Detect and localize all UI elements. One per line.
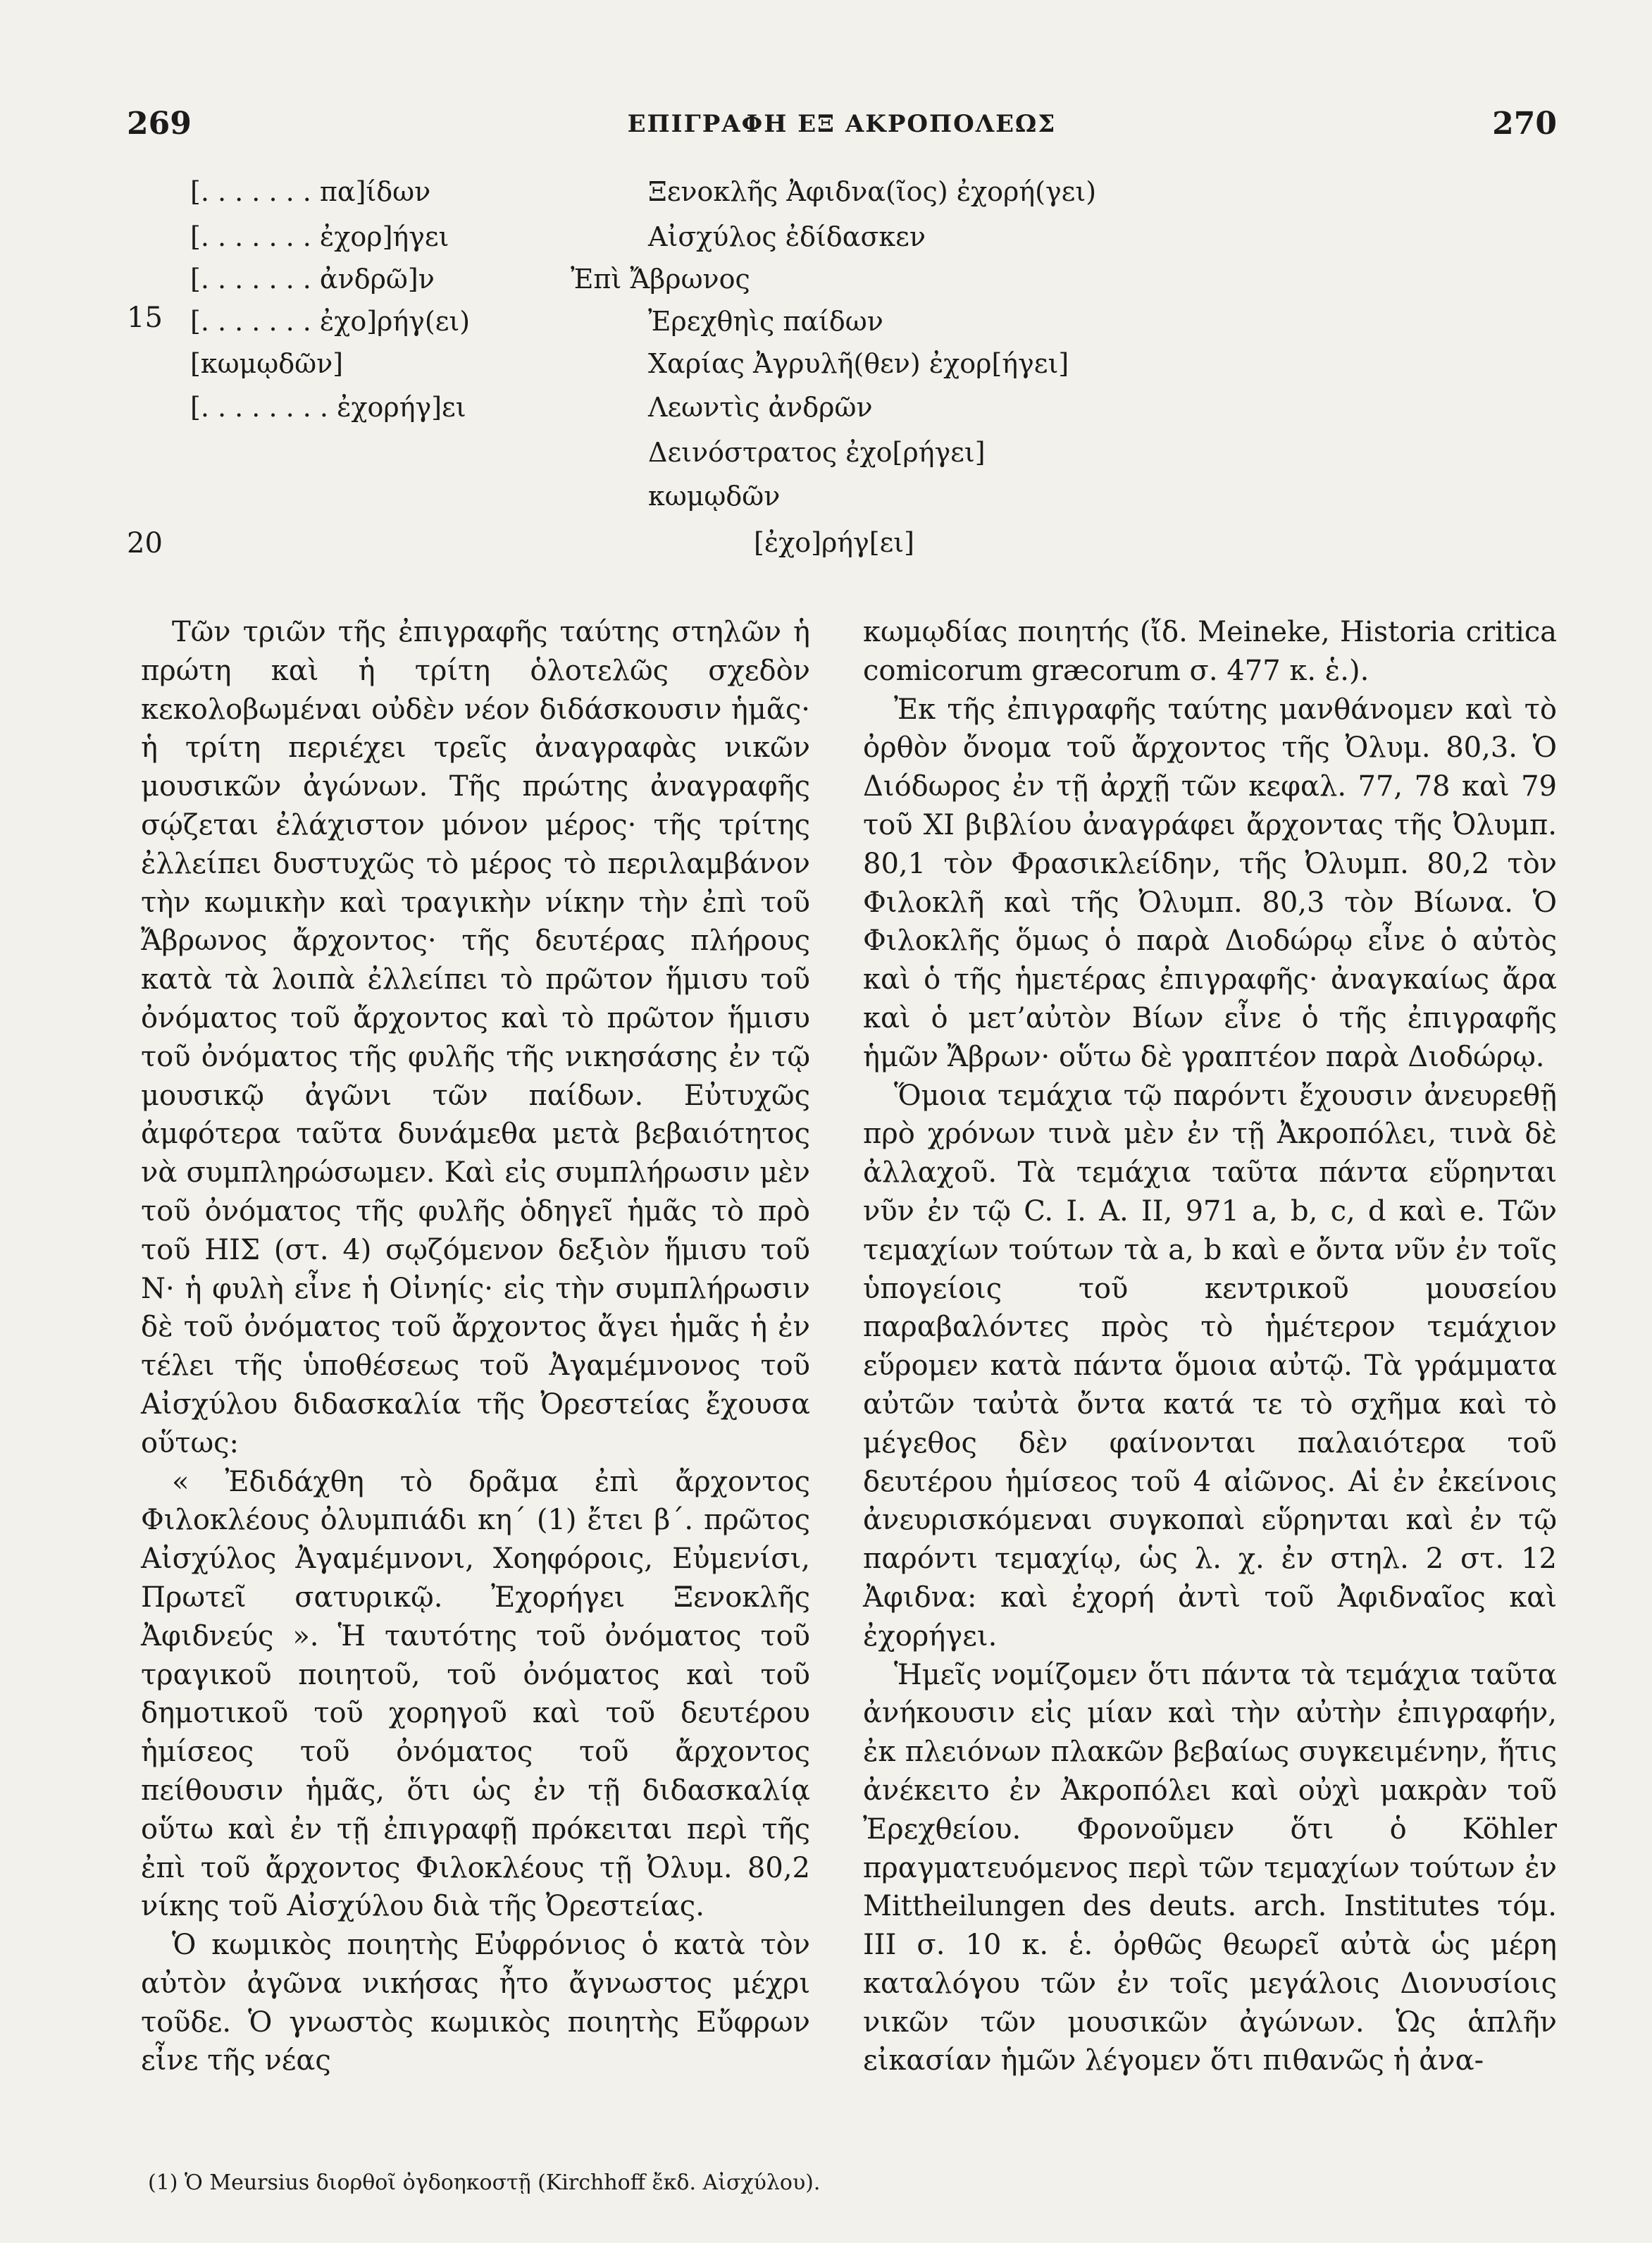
inscription-right-line: Ἐπὶ Ἄβρωνος (571, 264, 750, 295)
paragraph: Ὅμοια τεμάχια τῷ παρόντι ἔχουσιν ἀνευρεθῇ πρὸ χρόνων τινὰ μὲν ἐν τῇ Ἀκροπόλει, τινὰ δὲ ἀλλαχοῦ. Τὰ τεμάχια ταῦτα πάντα εὕρηνται νῦν ἐν τῷ C. I. A. II, 971 a, b, c, d καὶ e. Τῶν τεμαχίων τούτων τὰ a, b καὶ e ὄντα νῦν ἐν τοῖς ὑπογείοις τοῦ κεντρικοῦ μουσείου παραβαλόντες πρὸς τὸ ἡμέτερον τεμάχιον εὕρομεν κατὰ πάντα ὅμοια αὐτῷ. Τὰ γράμματα αὐτῶν ταὐτὰ ὄντα κατά τε τὸ σχῆμα καὶ τὸ μέγεθος δὲν φαίνονται παλαιότερα τοῦ δευτέρου ἡμίσεος τοῦ 4 αἰῶνος. Αἱ ἐν ἐκείνοις ἀνευρισκόμεναι συγκοπαὶ εὕρηνται καὶ ἐν τῷ παρόντι τεμαχίῳ, ὡς λ. χ. ἐν στηλ. 2 στ. 12 Ἀφιδνα: καὶ ἐχορή ἀντὶ τοῦ Ἀφιδναῖος καὶ ἐχορήγει. (863, 1079, 1557, 1652)
paragraph: Τῶν τριῶν τῆς ἐπιγραφῆς ταύτης στηλῶν ἡ πρώτη καὶ ἡ τρίτη ὁλοτελῶς σχεδὸν κεκολοβωμέναι οὐδὲν νέον διδάσκουσιν ἡμᾶς· ἡ τρίτη περιέχει τρεῖς ἀναγραφὰς νικῶν μουσικῶν ἀγώνων. Τῆς πρώτης ἀναγραφῆς σῴζεται ἐλάχιστον μόνον μέρος· τῆς τρίτης ἐλλείπει δυστυχῶς τὸ μέρος τὸ περιλαμβάνον τὴν κωμικὴν καὶ τραγικὴν νίκην τὴν ἐπὶ τοῦ Ἄβρωνος ἄρχοντος· τῆς δευτέρας πλήρους κατὰ τὰ λοιπὰ ἐλλείπει τὸ πρῶτον ἥμισυ τοῦ ὀνόματος τοῦ ἄρχοντος καὶ τὸ πρῶτον ἥμισυ τοῦ ὀνόματος τῆς φυλῆς τῆς νικησάσης ἐν τῷ μουσικῷ ἀγῶνι τῶν παίδων. Εὐτυχῶς ἀμφότερα ταῦτα δυνάμεθα μετὰ βεβαιότητος νὰ συμπληρώσωμεν. Καὶ εἰς συμπλήρωσιν μὲν τοῦ ὀνόματος τῆς φυλῆς ὁδηγεῖ ἡμᾶς τὸ πρὸ τοῦ ΗΙΣ (στ. 4) σῳζόμενον δεξιὸν ἥμισυ τοῦ Ν· ἡ φυλὴ εἶνε ἡ Οἰνηίς· εἰς τὴν συμπλήρωσιν δὲ τοῦ ὀνόματος τοῦ ἄρχοντος ἄγει ἡμᾶς ἡ ἐν τέλει τῆς ὑποθέσεως τοῦ Ἀγαμέμνονος τοῦ Αἰσχύλου διδασκαλία τῆς Ὀρεστείας ἔχουσα οὕτως: (141, 616, 810, 1459)
page-number-right: 270 (1492, 106, 1557, 142)
paragraph: κωμῳδίας ποιητής (ἴδ. Meineke, Historia critica comicorum græcorum σ. 477 κ. ἑ.). (863, 616, 1557, 687)
inscription-right-line: Αἰσχύλος ἐδίδασκεν (648, 221, 926, 252)
inscription-right-line: Ἐρεχθηὶς παίδων (648, 306, 883, 337)
paragraph: Ἐκ τῆς ἐπιγραφῆς ταύτης μανθάνομεν καὶ τὸ ὀρθὸν ὄνομα τοῦ ἄρχοντος τῆς Ὀλυμ. 80,3. Ὁ Διόδωρος ἐν τῇ ἀρχῇ τῶν κεφαλ. 77, 78 καὶ 79 τοῦ XI βιβλίου ἀναγράφει ἄρχοντας τῆς Ὀλυμπ. 80,1 τὸν Φρασικλείδην, τῆς Ὀλυμπ. 80,2 τὸν Φιλοκλῆ καὶ τῆς Ὀλυμπ. 80,3 τὸν Βίωνα. Ὁ Φιλοκλῆς ὅμως ὁ παρὰ Διοδώρῳ εἶνε ὁ αὐτὸς καὶ ὁ τῆς ἡμετέρας ἐπιγραφῆς· ἀναγκαίως ἄρα καὶ ὁ μετ’αὐτὸν Βίων εἶνε ὁ τῆς ἐπιγραφῆς ἡμῶν Ἄβρων· οὕτω δὲ γραπτέον παρὰ Διοδώρῳ. (863, 693, 1557, 1073)
page-number-left: 269 (127, 106, 192, 142)
inscription-right-line: Ξενοκλῆς Ἀφιδνα(ῖος) ἐχορή(γει) (648, 176, 1097, 207)
inscription-left-line: [. . . . . . . πα]ίδων (190, 176, 431, 207)
footnote: (1) Ὁ Meursius διορθοῖ ὀγδοηκοστῇ (Kirchhoff ἔκδ. Αἰσχύλου). (148, 2170, 821, 2195)
paragraph: « Ἐδιδάχθη τὸ δρᾶμα ἐπὶ ἄρχοντος Φιλοκλέους ὀλυμπιάδι κη΄ (1) ἔτει β΄. πρῶτος Αἰσχύλος Ἀγαμέμνονι, Χοηφόροις, Εὐμενίσι, Πρωτεῖ σατυρικῷ. Ἐχορήγει Ξενοκλῆς Ἀφιδνεύς ». Ἡ ταυτότης τοῦ ὀνόματος τοῦ τραγικοῦ ποιητοῦ, τοῦ ὀνόματος καὶ τοῦ δημοτικοῦ τοῦ χορηγοῦ καὶ τοῦ δευτέρου ἡμίσεος τοῦ ὀνόματος τοῦ ἄρχοντος πείθουσιν ἡμᾶς, ὅτι ὡς ἐν τῇ διδασκαλίᾳ οὕτω καὶ ἐν τῇ ἐπιγραφῇ πρόκειται περὶ τῆς ἐπὶ τοῦ ἄρχοντος Φιλοκλέους τῇ Ὀλυμ. 80,2 νίκης τοῦ Αἰσχύλου διὰ τῆς Ὀρεστείας. (141, 1465, 810, 1923)
running-title: ΕΠΙΓΡΑΦΗ ΕΞ ΑΚΡΟΠΟΛΕΩΣ (627, 110, 1057, 138)
inscription-left-line: [. . . . . . . ἐχο]ρήγ(ει) (190, 306, 471, 337)
paragraph: Ὁ κωμικὸς ποιητὴς Εὐφρόνιος ὁ κατὰ τὸν αὐτὸν ἀγῶνα νικήσας ἦτο ἄγνωστος μέχρι τοῦδε. Ὁ γνωστὸς κωμικὸς ποιητὴς Εὔφρων εἶνε τῆς νέας (141, 1929, 810, 2077)
inscription-right-line: [ἐχο]ρήγ[ει] (754, 527, 914, 558)
page-header (127, 106, 1557, 155)
inscription-right-line: Δεινόστρατος ἐχο[ρήγει] (648, 437, 986, 468)
line-number: 20 (127, 527, 163, 560)
inscription-transcription (127, 176, 1557, 571)
text-column-left (141, 613, 810, 2080)
inscription-right-line: Χαρίας Ἀγρυλῆ(θεν) ἐχορ[ήγει] (648, 348, 1069, 379)
inscription-right-line: κωμῳδῶν (648, 481, 781, 512)
paragraph: Ἡμεῖς νομίζομεν ὅτι πάντα τὰ τεμάχια ταῦτα ἀνήκουσιν εἰς μίαν καὶ τὴν αὐτὴν ἐπιγραφήν, ἐκ πλειόνων πλακῶν βεβαίως συγκειμένην, ἥτις ἀνέκειτο ἐν Ἀκροπόλει καὶ οὐχὶ μακρὰν τοῦ Ἐρεχθείου. Φρονοῦμεν ὅτι ὁ Köhler πραγματευόμενος περὶ τῶν τεμαχίων τούτων ἐν Mittheilungen des deuts. arch. Institutes τόμ. III σ. 10 κ. ἑ. ὀρθῶς θεωρεῖ αὐτὰ ὡς μέρη καταλόγου τῶν ἐν τοῖς μεγάλοις Διονυσίοις νικῶν τῶν μουσικῶν ἀγώνων. Ὡς ἁπλῆν εἰκασίαν ἡμῶν λέγομεν ὅτι πιθανῶς ἡ ἀνα- (863, 1658, 1557, 2077)
inscription-left-line: [. . . . . . . . ἐχορήγ]ει (190, 392, 466, 423)
inscription-right-line: Λεωντὶς ἀνδρῶν (648, 392, 873, 423)
line-number: 15 (127, 302, 163, 334)
text-column-right (863, 613, 1557, 2080)
inscription-left-line: [. . . . . . . ἐχορ]ήγει (190, 221, 449, 252)
inscription-left-line: [κωμῳδῶν] (190, 348, 344, 379)
inscription-left-line: [. . . . . . . ἀνδρῶ]ν (190, 264, 435, 295)
